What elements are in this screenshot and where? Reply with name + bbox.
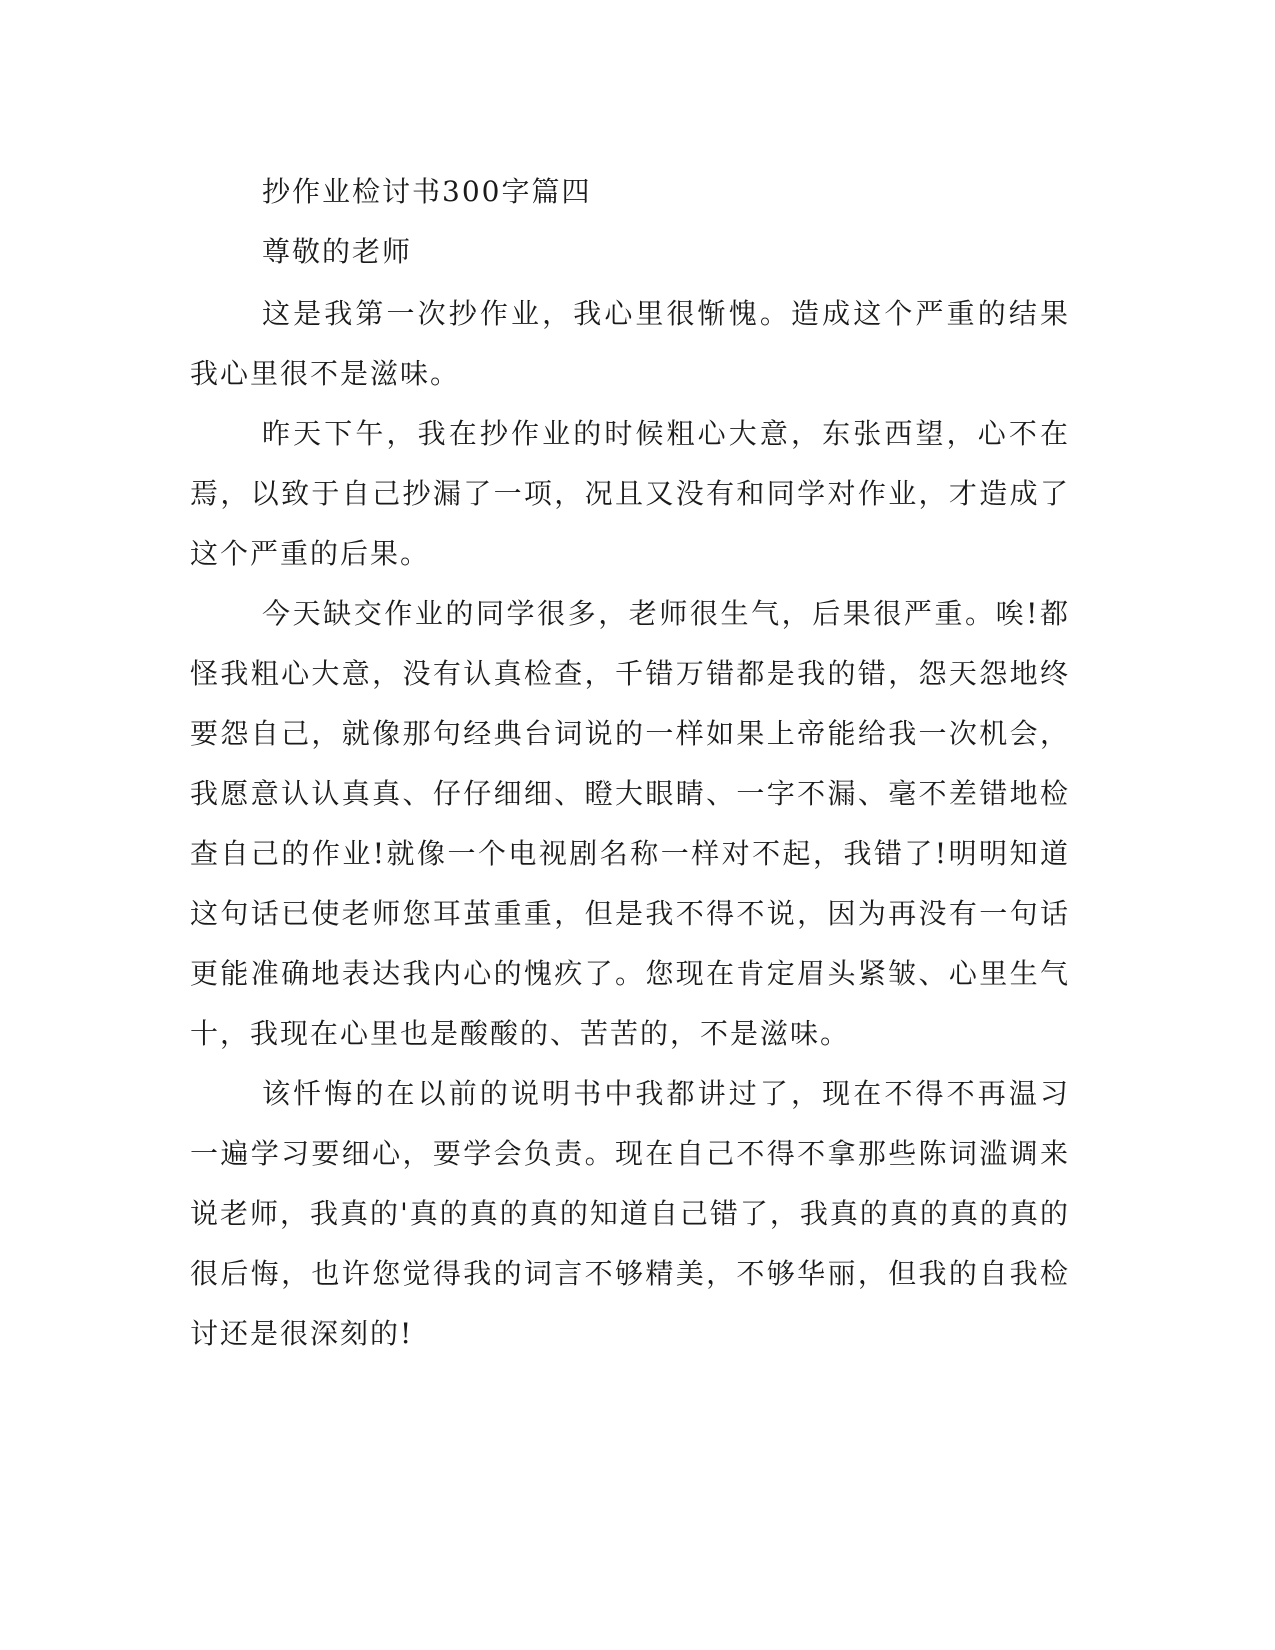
salutation: 尊敬的老师 bbox=[262, 235, 413, 268]
document-title: 抄作业检讨书300字篇四 bbox=[262, 175, 592, 208]
document-body bbox=[190, 162, 1070, 1364]
paragraph-3: 今天缺交作业的同学很多，老师很生气，后果很严重。唉!都怪我粗心大意，没有认真检查，千错万错都是我的错，怨天怨地终要怨自己，就像那句经典台词说的一样如果上帝能给我一次机会，我愿意认认真真、仔仔细细、瞪大眼睛、一字不漏、毫不差错地检查自己的作业!就像一个电视剧名称一样对不起，我错了!明明知道这句话已使老师您耳茧重重，但是我不得不说，因为再没有一句话更能准确地表达我内心的愧疚了。您现在肯定眉头紧皱、心里生气十，我现在心里也是酸酸的、苦苦的，不是滋味。 bbox=[190, 597, 1070, 1050]
paragraph-4: 该忏悔的在以前的说明书中我都讲过了，现在不得不再温习一遍学习要细心，要学会负责。现在自己不得不拿那些陈词滥调来说老师，我真的'真的真的真的知道自己错了，我真的真的真的真的很后悔，也许您觉得我的词言不够精美，不够华丽，但我的自我检讨还是很深刻的! bbox=[190, 1077, 1070, 1350]
paragraph-1: 这是我第一次抄作业，我心里很惭愧。造成这个严重的结果我心里很不是滋味。 bbox=[190, 297, 1070, 390]
paragraph-2: 昨天下午，我在抄作业的时候粗心大意，东张西望，心不在焉，以致于自己抄漏了一项，况且又没有和同学对作业，才造成了这个严重的后果。 bbox=[190, 417, 1070, 570]
